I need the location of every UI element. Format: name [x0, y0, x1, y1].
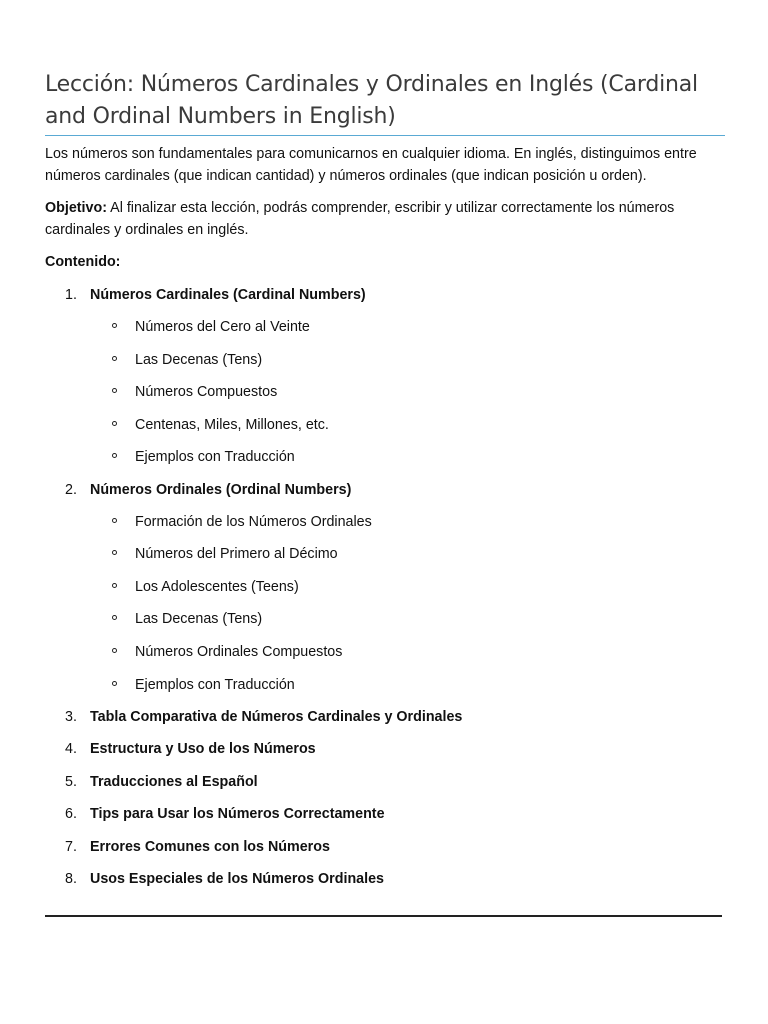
circle-bullet-icon [112, 550, 117, 555]
contents-item-4 [45, 738, 725, 760]
list-item-title: Números Cardinales (Cardinal Numbers) [90, 287, 366, 303]
contents-heading: Contenido: [45, 254, 121, 270]
sub-list-item: Centenas, Miles, Millones, etc. [45, 414, 725, 436]
title-divider [45, 135, 725, 136]
list-item-title: Estructura y Uso de los Números [90, 741, 316, 757]
list-number: 7. [65, 839, 77, 855]
sub-list-item: Números del Primero al Décimo [45, 543, 725, 565]
list-item-title: Tips para Usar los Números Correctamente [90, 806, 385, 822]
sub-list-item: Números del Cero al Veinte [45, 316, 725, 338]
list-number: 4. [65, 741, 77, 757]
list-number: 5. [65, 774, 77, 790]
circle-bullet-icon [112, 388, 117, 393]
list-item-title: Tabla Comparativa de Números Cardinales y Ordinales [90, 709, 463, 725]
contents-item-1 [45, 284, 725, 306]
list-number: 8. [65, 871, 77, 887]
objective-paragraph [45, 197, 725, 241]
list-number: 2. [65, 482, 77, 498]
sub-list-item: Los Adolescentes (Teens) [45, 576, 725, 598]
list-item-title: Errores Comunes con los Números [90, 839, 330, 855]
objective-text: Al finalizar esta lección, podrás comprender, escribir y utilizar correctamente los números cardinales y ordinales en inglés. [45, 200, 675, 238]
circle-bullet-icon [112, 615, 117, 620]
intro-paragraph: Los números son fundamentales para comunicarnos en cualquier idioma. En inglés, distinguimos entre números cardinales (que indican cantidad) y números ordinales (que indican posición u orden). [45, 146, 697, 184]
circle-bullet-icon [112, 583, 117, 588]
sub-list-item: Ejemplos con Traducción [45, 674, 725, 696]
contents-item-3 [45, 706, 725, 728]
sub-list-item: Ejemplos con Traducción [45, 446, 725, 468]
contents-item-2 [45, 479, 725, 501]
sub-list-item: Las Decenas (Tens) [45, 349, 725, 371]
list-item-title: Números Ordinales (Ordinal Numbers) [90, 482, 352, 498]
circle-bullet-icon [112, 518, 117, 523]
contents-item-7 [45, 836, 725, 858]
circle-bullet-icon [112, 421, 117, 426]
sub-list-item: Las Decenas (Tens) [45, 608, 725, 630]
circle-bullet-icon [112, 681, 117, 686]
contents-item-6 [45, 803, 725, 825]
list-item-title: Traducciones al Español [90, 774, 258, 790]
objective-label: Objetivo: [45, 200, 107, 216]
circle-bullet-icon [112, 356, 117, 361]
list-number: 3. [65, 709, 77, 725]
sub-list-item: Números Ordinales Compuestos [45, 641, 725, 663]
contents-item-5 [45, 771, 725, 793]
lesson-title: Lección: Números Cardinales y Ordinales en Inglés (Cardinal and Ordinal Numbers in English) [45, 72, 698, 129]
sub-list-item: Números Compuestos [45, 381, 725, 403]
circle-bullet-icon [112, 648, 117, 653]
sub-list-item: Formación de los Números Ordinales [45, 511, 725, 533]
bottom-divider [45, 915, 722, 917]
circle-bullet-icon [112, 453, 117, 458]
contents-item-8 [45, 868, 725, 890]
circle-bullet-icon [112, 323, 117, 328]
list-item-title: Usos Especiales de los Números Ordinales [90, 871, 385, 887]
list-number: 6. [65, 806, 77, 822]
list-number: 1. [65, 287, 77, 303]
